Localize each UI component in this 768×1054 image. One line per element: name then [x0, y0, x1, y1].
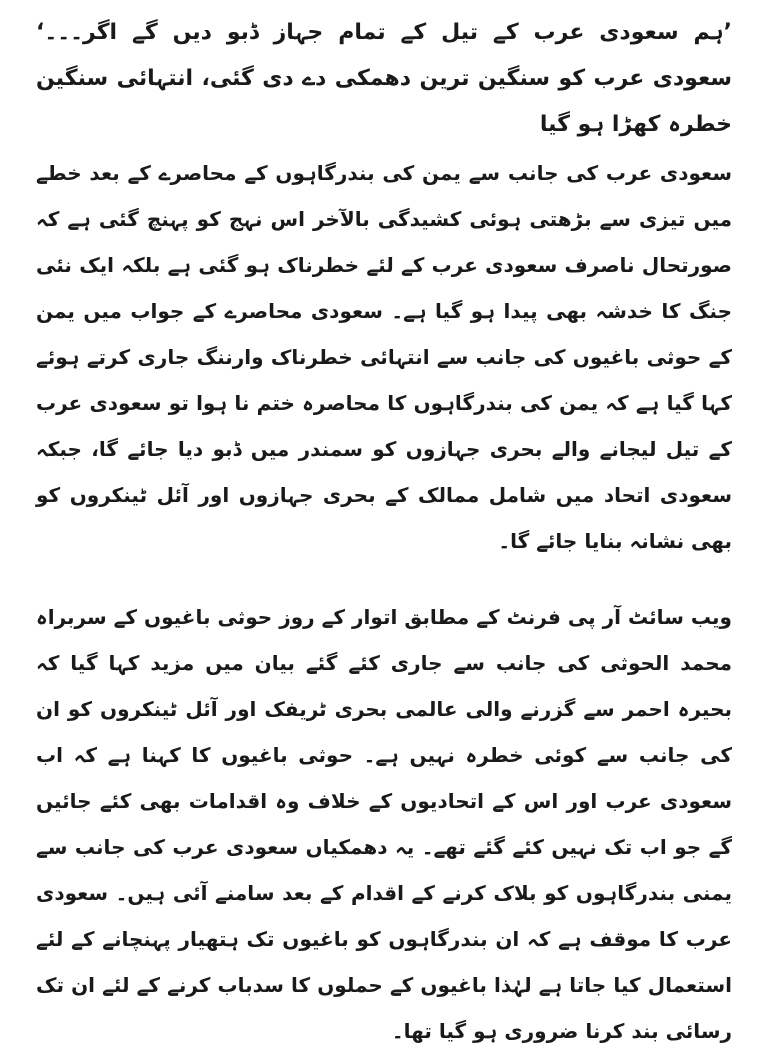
article-paragraph-1: سعودی عرب کی جانب سے یمن کی بندرگاہوں کے محاصرے کے بعد خطے میں تیزی سے بڑھتی ہوئی کشیدگی بالآخر اس نہج کو پہنچ گئی ہے کہ صورتحال ناصرف سعودی عرب کے لئے خطرناک ہو گئی ہے بلکہ ایک نئی جنگ کا خدشہ بھی پیدا ہو گیا ہے۔ سعودی محاصرے کے جواب میں یمن کے حوثی باغیوں کی جانب سے انتہائی خطرناک وارننگ جاری کرتے ہوئے کہا گیا ہے کہ یمن کی بندرگاہوں کا محاصرہ ختم نا ہوا تو سعودی عرب کے تیل لیجانے والے بحری جہازوں کو سمندر میں ڈبو دیا جائے گا، جبکہ سعودی اتحاد میں شامل ممالک کے بحری جہازوں اور آئل ٹینکروں کو بھی نشانہ بنایا جائے گا۔: [36, 161, 732, 553]
article-paragraph-2: ویب سائٹ آر پی فرنٹ کے مطابق اتوار کے روز حوثی باغیوں کے سربراہ محمد الحوثی کی جانب سے جاری کئے گئے بیان میں مزید کہا گیا کہ بحیرہ احمر سے گزرنے والی عالمی بحری ٹریفک اور آئل ٹینکروں کو ان کی جانب سے کوئی خطرہ نہیں ہے۔ حوثی باغیوں کا کہنا ہے کہ اب سعودی عرب اور اس کے اتحادیوں کے خلاف وہ اقدامات بھی کئے جائیں گے جو اب تک نہیں کئے گئے تھے۔ یہ دھمکیاں سعودی عرب کی جانب سے یمنی بندرگاہوں کو بلاک کرنے کے اقدام کے بعد سامنے آئی ہیں۔ سعودی عرب کا موقف ہے کہ ان بندرگاہوں کو باغیوں تک ہتھیار پہنچانے کے لئے استعمال کیا جاتا ہے لہٰذا باغیوں کے حملوں کا سدباب کرنے کے لئے ان تک رسائی بند کرنا ضروری ہو گیا تھا۔: [36, 605, 732, 1043]
article-headline: ’ہم سعودی عرب کے تیل کے تمام جہاز ڈبو دیں گے اگر۔۔۔‘ سعودی عرب کو سنگین ترین دھمکی دے دی گئی، انتہائی سنگین خطرہ کھڑا ہو گیا: [36, 20, 732, 137]
